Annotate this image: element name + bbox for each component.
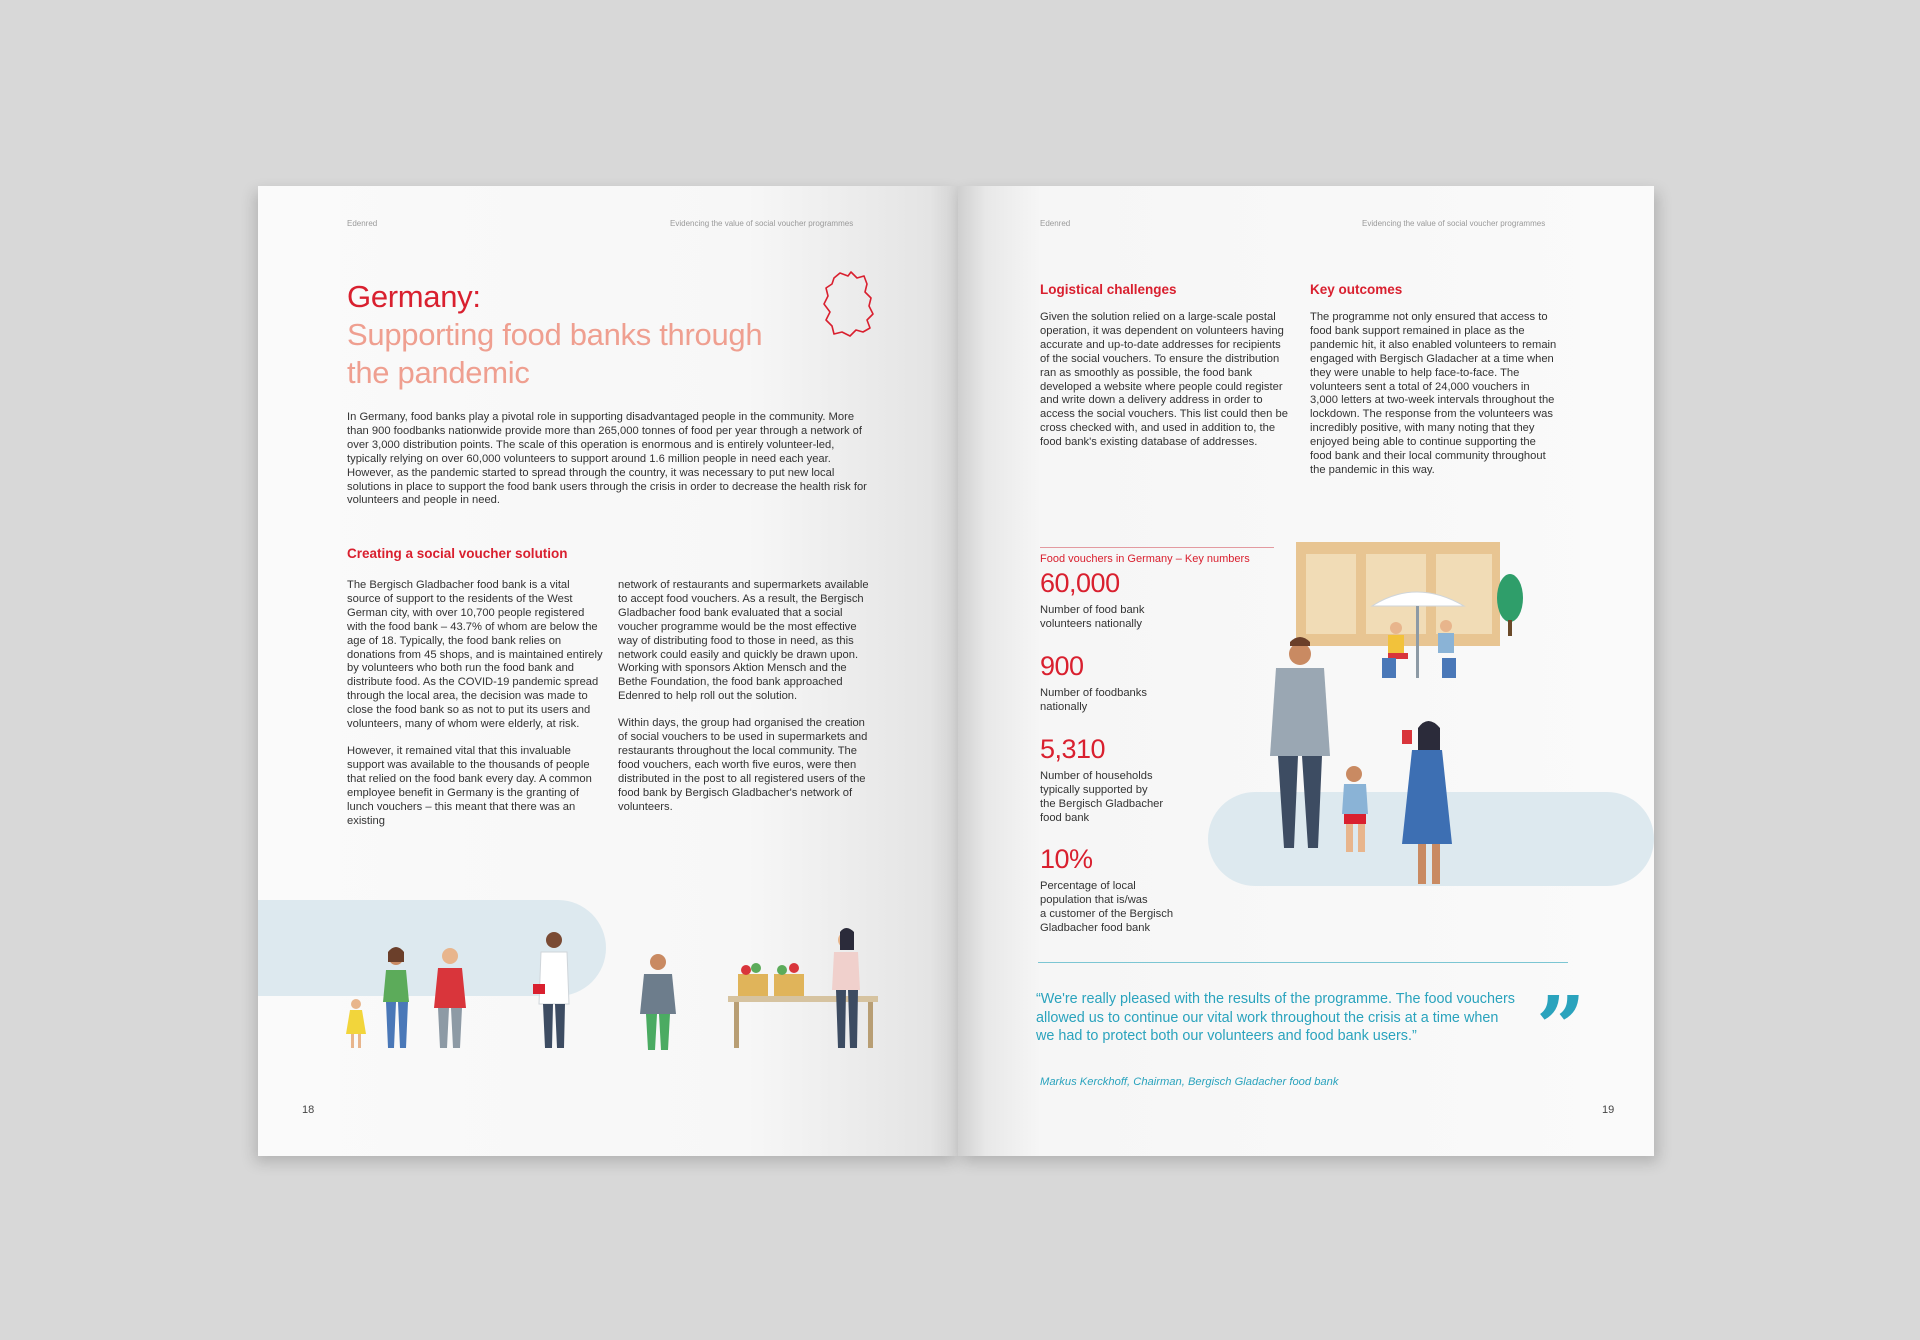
page-subtitle-line1: Supporting food banks through bbox=[347, 317, 763, 352]
logistics-heading: Logistical challenges bbox=[1040, 282, 1177, 297]
man-figure-grey bbox=[640, 954, 676, 1050]
outcomes-text: The programme not only ensured that access to food bank support remained in place as the pandemic hit, it also enabled volunteers to remain engaged with Bergisch Gladacher at a time when they were unable to help face-to-face. The volunteers sent a total of 24,000 vouchers in 3,000 letters at two-week intervals throughout the lockdown. The response from the volunteers was incredibly positive, with many noting that they enjoyed being able to continue supporting the food bank and their local community throughout the pandemic in this way. bbox=[1310, 311, 1557, 476]
quote-mark-icon: ” bbox=[1536, 978, 1586, 1079]
brochure-spread bbox=[258, 186, 1654, 1156]
page-number-right: 19 bbox=[1602, 1104, 1615, 1116]
running-title: Evidencing the value of social voucher programmes bbox=[670, 219, 854, 228]
left-page bbox=[258, 186, 958, 1156]
key-number-label: Number of food bank volunteers nationally bbox=[1040, 604, 1145, 630]
section-heading: Creating a social voucher solution bbox=[347, 546, 568, 561]
col1-paragraph-1: The Bergisch Gladbacher food bank is a vital source of support to the residents of the West German city, with over 10,700 people registered with the food bank – 43.7% of whom are below the age of 18. Typically, the food bank relies on donations from 45 shops, and is maintained entirely by volunteers who both run the food bank and distribute food. As the COVID-19 pandemic spread through the local area, the decision was made to close the food bank so as not to put its users and volunteers, many of whom were elderly, at risk. bbox=[347, 579, 603, 731]
key-number-label: Percentage of local population that is/was a customer of the Bergisch Gladbacher food bank bbox=[1040, 880, 1174, 934]
key-number-value: 10% bbox=[1040, 844, 1093, 874]
child-figure bbox=[346, 999, 366, 1048]
page-number-left: 18 bbox=[302, 1104, 315, 1116]
key-number-value: 60,000 bbox=[1040, 568, 1120, 598]
col1-paragraph-2: However, it remained vital that this invaluable support was available to the thousands of people that relied on the food bank every day. A common employee benefit in Germany is the granting of lunch vouchers – this meant that there was an existing bbox=[347, 744, 592, 827]
col2-paragraph-2: Within days, the group had organised the creation of social vouchers to be used in supermarkets and restaurants throughout the local community. The food vouchers, each worth five euros, were then distributed in the post to all registered users of the food bank by Bergisch Gladbacher's network of volunteers. bbox=[618, 717, 868, 813]
family-illustration bbox=[1206, 542, 1654, 910]
logistics-text: Given the solution relied on a large-scale postal operation, it was dependent on volunteers having accurate and up-to-date addresses for recipients of the social vouchers. To ensure the distribution ran as smoothly as possible, the food bank developed a website where people could register and write down a delivery address in order to access the social vouchers. This list could then be cross checked with, and used in addition to, the food bank's existing database of addresses. bbox=[1040, 311, 1288, 449]
body-column-2 bbox=[618, 579, 876, 828]
running-title-right: Evidencing the value of social voucher programmes bbox=[1362, 219, 1546, 228]
outcomes-heading: Key outcomes bbox=[1310, 282, 1403, 297]
body-column-1 bbox=[347, 579, 605, 841]
queue-illustration bbox=[258, 900, 958, 1080]
right-page bbox=[958, 186, 1654, 1156]
key-numbers-title: Food vouchers in Germany – Key numbers bbox=[1040, 547, 1274, 565]
col2-paragraph-1: network of restaurants and supermarkets available to accept food vouchers. As a result, the Bergisch Gladbacher food bank evaluated that a social voucher programme would be the most effective way of distributing food to those in need, as this network could easily and quickly be drawn upon. Working with sponsors Aktion Mensch and the Bethe Foundation, the food bank approached Edenred to help roll out the solution. bbox=[618, 579, 869, 703]
key-number-value: 5,310 bbox=[1040, 734, 1106, 764]
quote-divider bbox=[1038, 962, 1568, 963]
quote-text: “We're really pleased with the results of the programme. The food vouchers allowed us to continue our vital work throughout the crisis at a time when we had to protect both our volunteers and food bank users.” bbox=[1036, 991, 1515, 1044]
key-number-label: Number of households typically supported by the Bergisch Gladbacher food bank bbox=[1040, 770, 1164, 824]
volunteer-figure bbox=[832, 928, 860, 1048]
brand-runner: Edenred bbox=[347, 219, 378, 228]
germany-map-icon bbox=[820, 270, 876, 338]
page-subtitle-line2: the pandemic bbox=[347, 355, 530, 390]
key-number-label: Number of foodbanks nationally bbox=[1040, 687, 1147, 713]
tree-icon bbox=[1497, 574, 1523, 636]
quote-attribution: Markus Kerckhoff, Chairman, Bergisch Gladacher food bank bbox=[1040, 1076, 1339, 1088]
intro-paragraph: In Germany, food banks play a pivotal role in supporting disadvantaged people in the community. More than 900 foodbanks nationwide provide more than 265,000 tonnes of food per year through a network of over 3,000 distribution points. The scale of this operation is enormous and is entirely volunteer-led, typically relying on over 60,000 volunteers to support around 1.6 million people in need each year. However, as the pandemic started to spread through the country, it was necessary to put new local solutions in place to support the food bank users through the crisis in order to decrease the health risk for volunteers and people in need. bbox=[347, 411, 867, 507]
brand-runner-right: Edenred bbox=[1040, 219, 1071, 228]
key-number-value: 900 bbox=[1040, 651, 1084, 681]
page-title: Germany: bbox=[347, 279, 481, 314]
